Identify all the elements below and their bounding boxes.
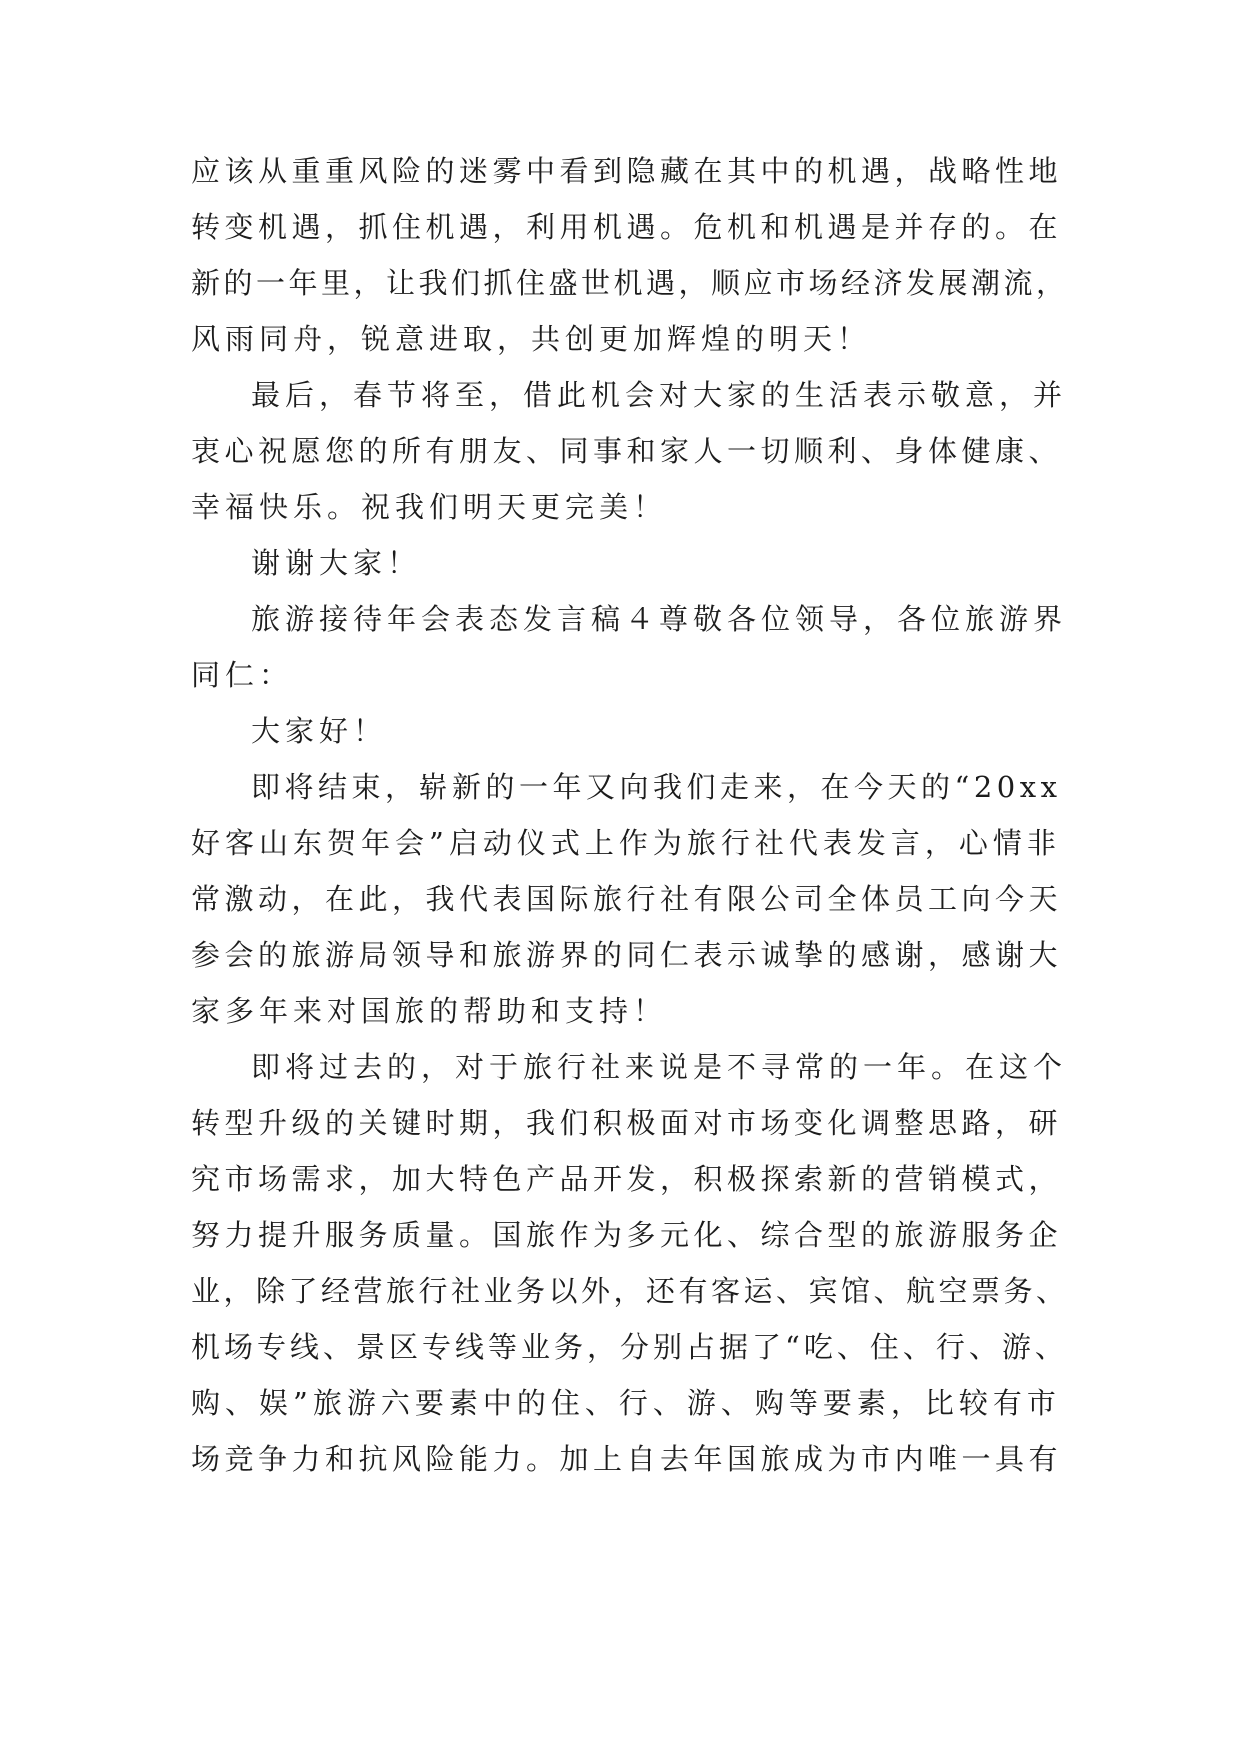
text-line: 即将结束，崭新的一年又向我们走来，在今天的“20xx: [251, 770, 1062, 804]
text-line: 业，除了经营旅行社业务以外，还有客运、宾馆、航空票务、: [191, 1274, 1069, 1308]
text-line: 机场专线、景区专线等业务，分别占据了“吃、住、行、游、: [191, 1330, 1068, 1364]
text-line: 常激动，在此，我代表国际旅行社有限公司全体员工向今天: [191, 882, 1063, 916]
text-line: 努力提升服务质量。国旅作为多元化、综合型的旅游服务企: [191, 1218, 1063, 1252]
text-line: 风雨同舟，锐意进取，共创更加辉煌的明天！: [191, 322, 872, 356]
text-line: 即将过去的，对于旅行社来说是不寻常的一年。在这个: [251, 1050, 1068, 1084]
text-line: 新的一年里，让我们抓住盛世机遇，顺应市场经济发展潮流，: [191, 266, 1069, 300]
text-line: 购、娱”旅游六要素中的住、行、游、购等要素，比较有市: [191, 1386, 1061, 1420]
text-line: 同仁：: [191, 658, 294, 692]
text-line: 谢谢大家！: [251, 546, 422, 580]
text-line: 场竞争力和抗风险能力。加上自去年国旅成为市内唯一具有: [191, 1442, 1063, 1476]
text-line: 最后，春节将至，借此机会对大家的生活表示敬意，并: [251, 378, 1068, 412]
text-line: 旅游接待年会表态发言稿４尊敬各位领导，各位旅游界: [251, 602, 1068, 636]
text-line: 转型升级的关键时期，我们积极面对市场变化调整思路，研: [191, 1106, 1063, 1140]
text-line: 究市场需求，加大特色产品开发，积极探索新的营销模式，: [191, 1162, 1063, 1196]
text-line: 衷心祝愿您的所有朋友、同事和家人一切顺利、身体健康、: [191, 434, 1063, 468]
text-line: 好客山东贺年会”启动仪式上作为旅行社代表发言，心情非: [191, 826, 1061, 860]
text-line: 大家好！: [251, 714, 388, 748]
text-line: 幸福快乐。祝我们明天更完美！: [191, 490, 668, 524]
text-line: 转变机遇，抓住机遇，利用机遇。危机和机遇是并存的。在: [191, 210, 1063, 244]
text-line: 参会的旅游局领导和旅游界的同仁表示诚挚的感谢，感谢大: [191, 938, 1063, 972]
text-line: 家多年来对国旅的帮助和支持！: [191, 994, 668, 1028]
text-line: 应该从重重风险的迷雾中看到隐藏在其中的机遇，战略性地: [191, 154, 1063, 188]
